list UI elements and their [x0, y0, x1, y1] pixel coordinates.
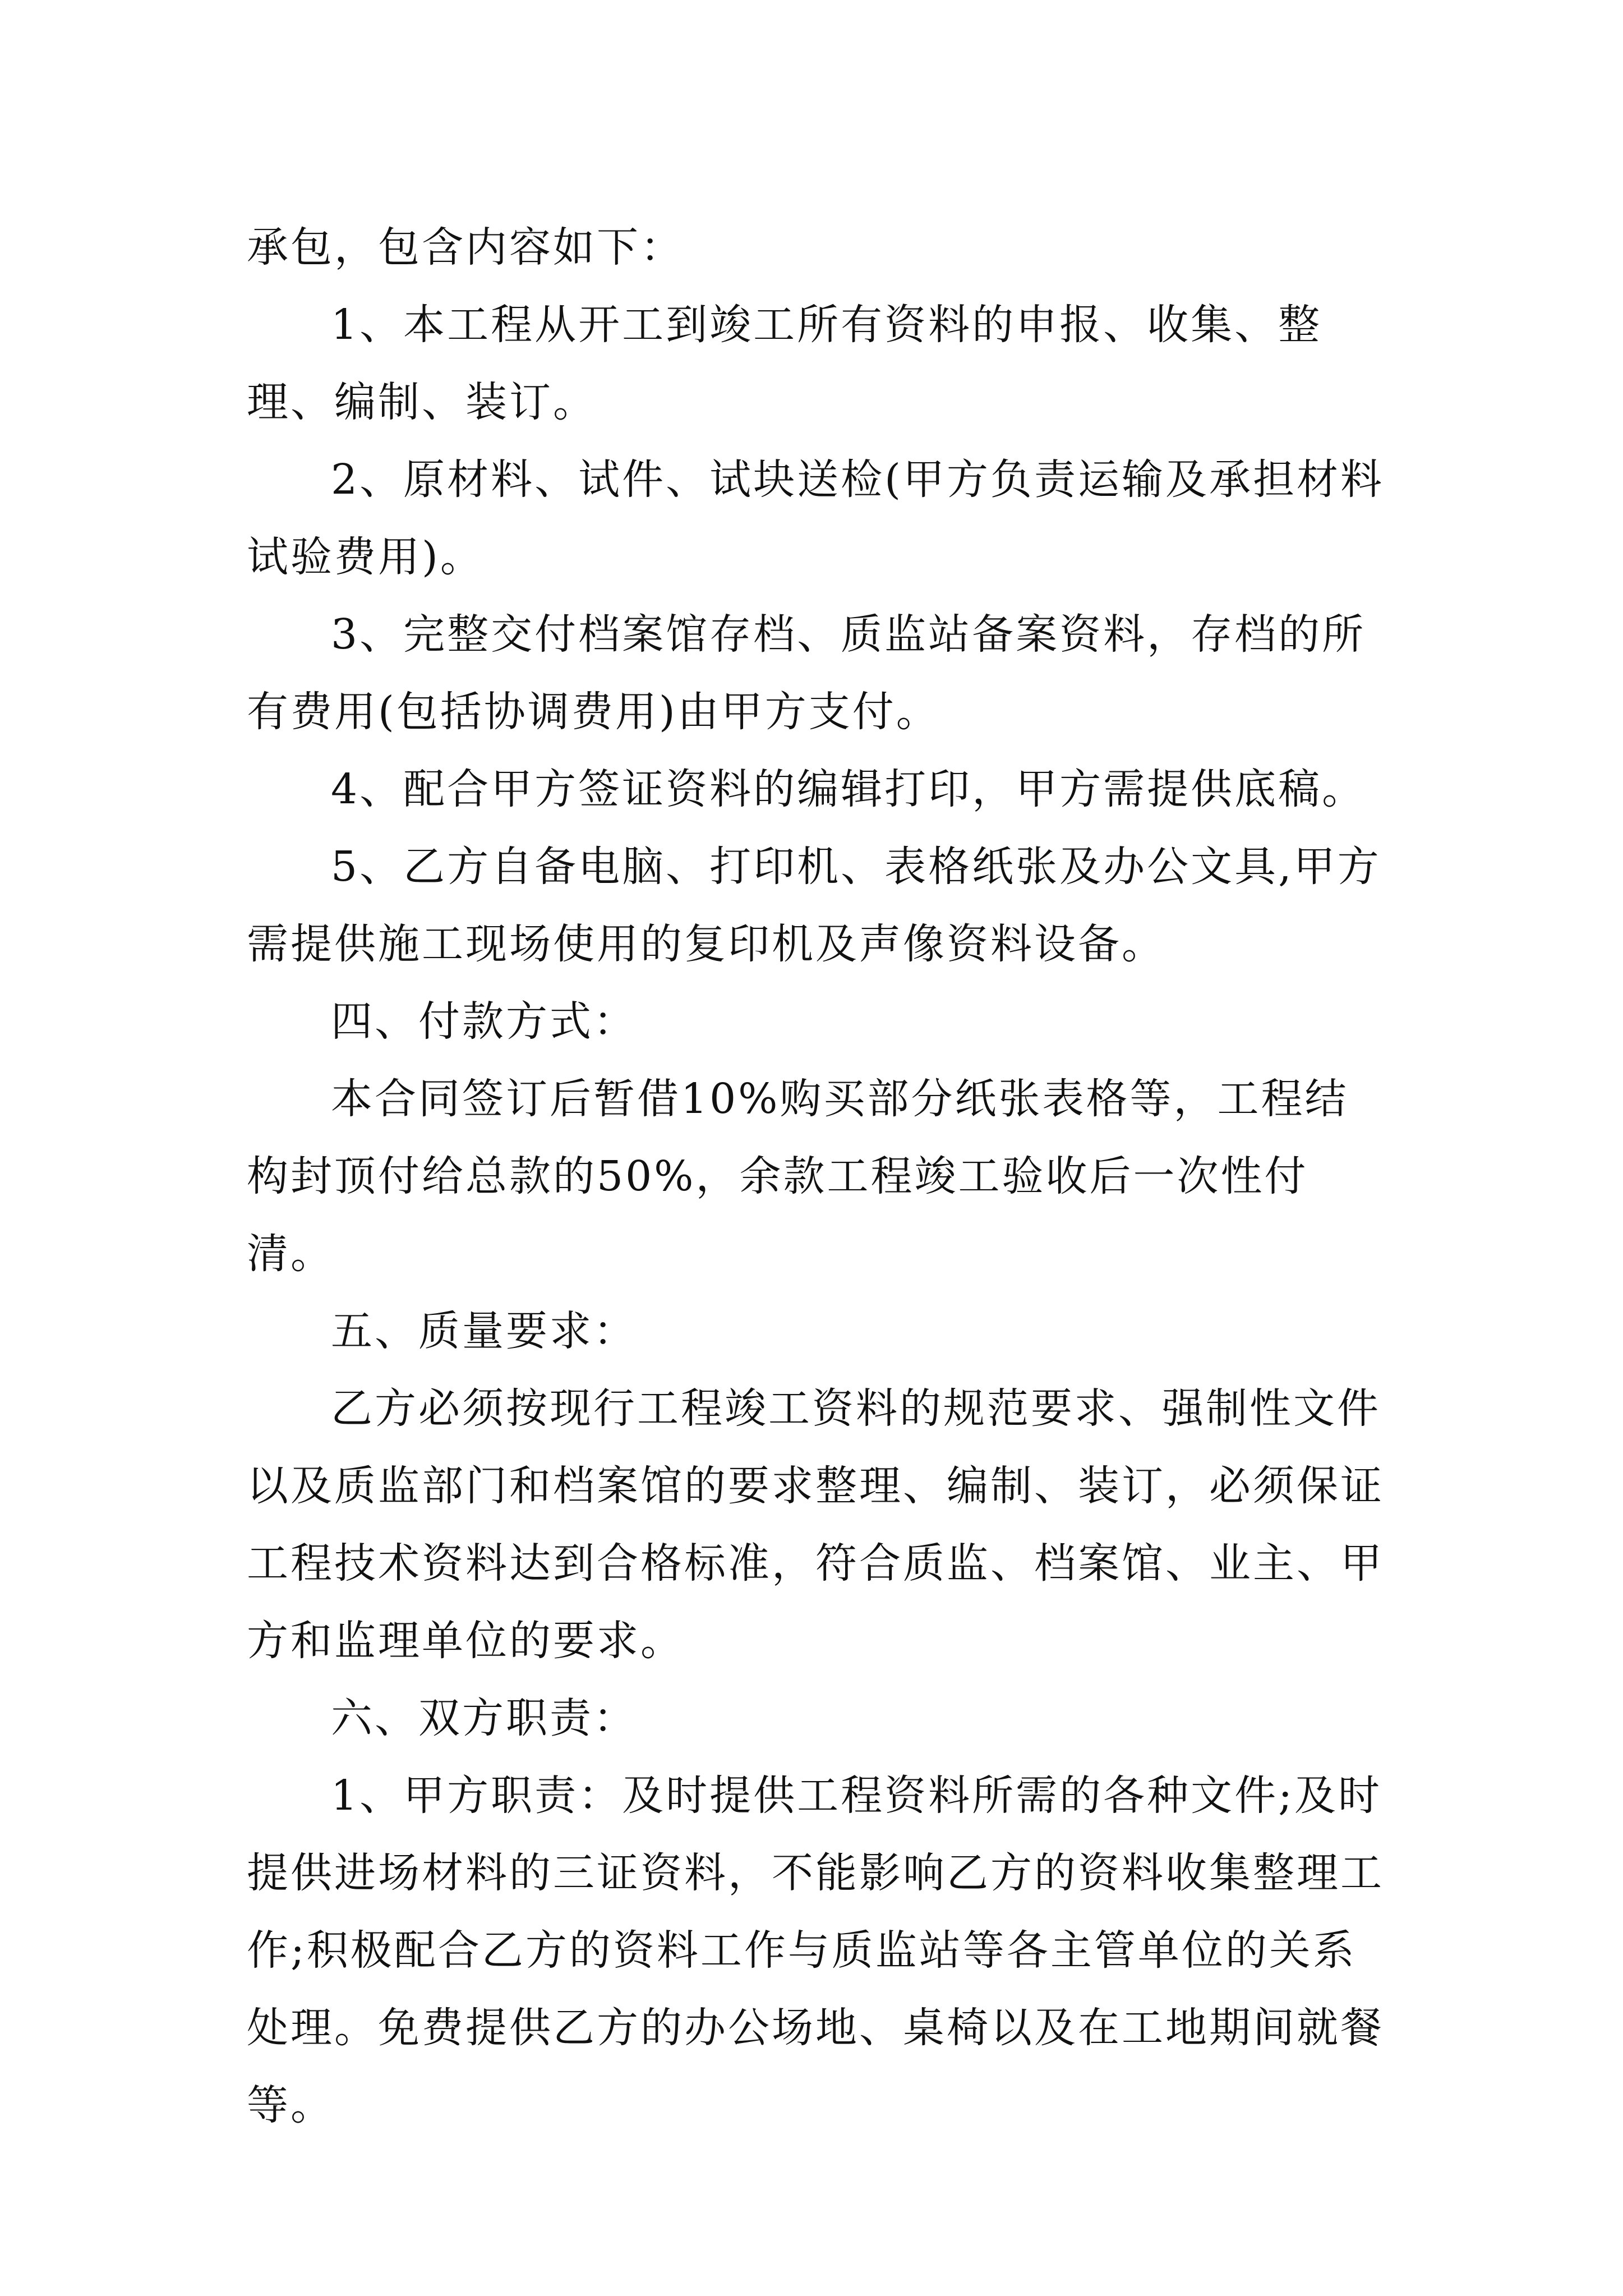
paragraph-item-2: 2、原材料、试件、试块送检(甲方负责运输及承担材料试验费用)。: [247, 455, 1384, 581]
paragraph-item-4: 4、配合甲方签证资料的编辑打印，甲方需提供底稿。: [331, 765, 1366, 813]
section-heading-payment: 四、付款方式：: [331, 997, 637, 1046]
section-heading-duties: 六、双方职责：: [331, 1694, 637, 1742]
section-heading-quality: 五、质量要求：: [331, 1307, 637, 1355]
paragraph-intro: 承包，包含内容如下：: [247, 223, 684, 272]
paragraph-item-1: 1、本工程从开工到竣工所有资料的申报、收集、整理、编制、装订。: [247, 301, 1322, 426]
paragraph-item-3: 3、完整交付档案馆存档、质监站备案资料，存档的所有费用(包括协调费用)由甲方支付。: [247, 610, 1366, 736]
paragraph-payment: 本合同签订后暂借10%购买部分纸张表格等，工程结构封顶付给总款的50%，余款工程竣工验收后一次性付清。: [247, 1075, 1349, 1278]
paragraph-quality: 乙方必须按现行工程竣工资料的规范要求、强制性文件以及质监部门和档案馆的要求整理、编制、装订，必须保证工程技术资料达到合格标准，符合质监、档案馆、业主、甲方和监理单位的要求。: [247, 1384, 1384, 1665]
paragraph-item-5: 5、乙方自备电脑、打印机、表格纸张及办公文具,甲方需提供施工现场使用的复印机及声像资料设备。: [247, 843, 1381, 968]
paragraph-duties-party-a: 1、甲方职责：及时提供工程资料所需的各种文件;及时提供进场材料的三证资料，不能影响乙方的资料收集整理工作;积极配合乙方的资料工作与质监站等各主管单位的关系处理。免费提供乙方的办公场地、桌椅以及在工地期间就餐等。: [247, 1772, 1384, 2129]
document-body: [247, 209, 1391, 2144]
